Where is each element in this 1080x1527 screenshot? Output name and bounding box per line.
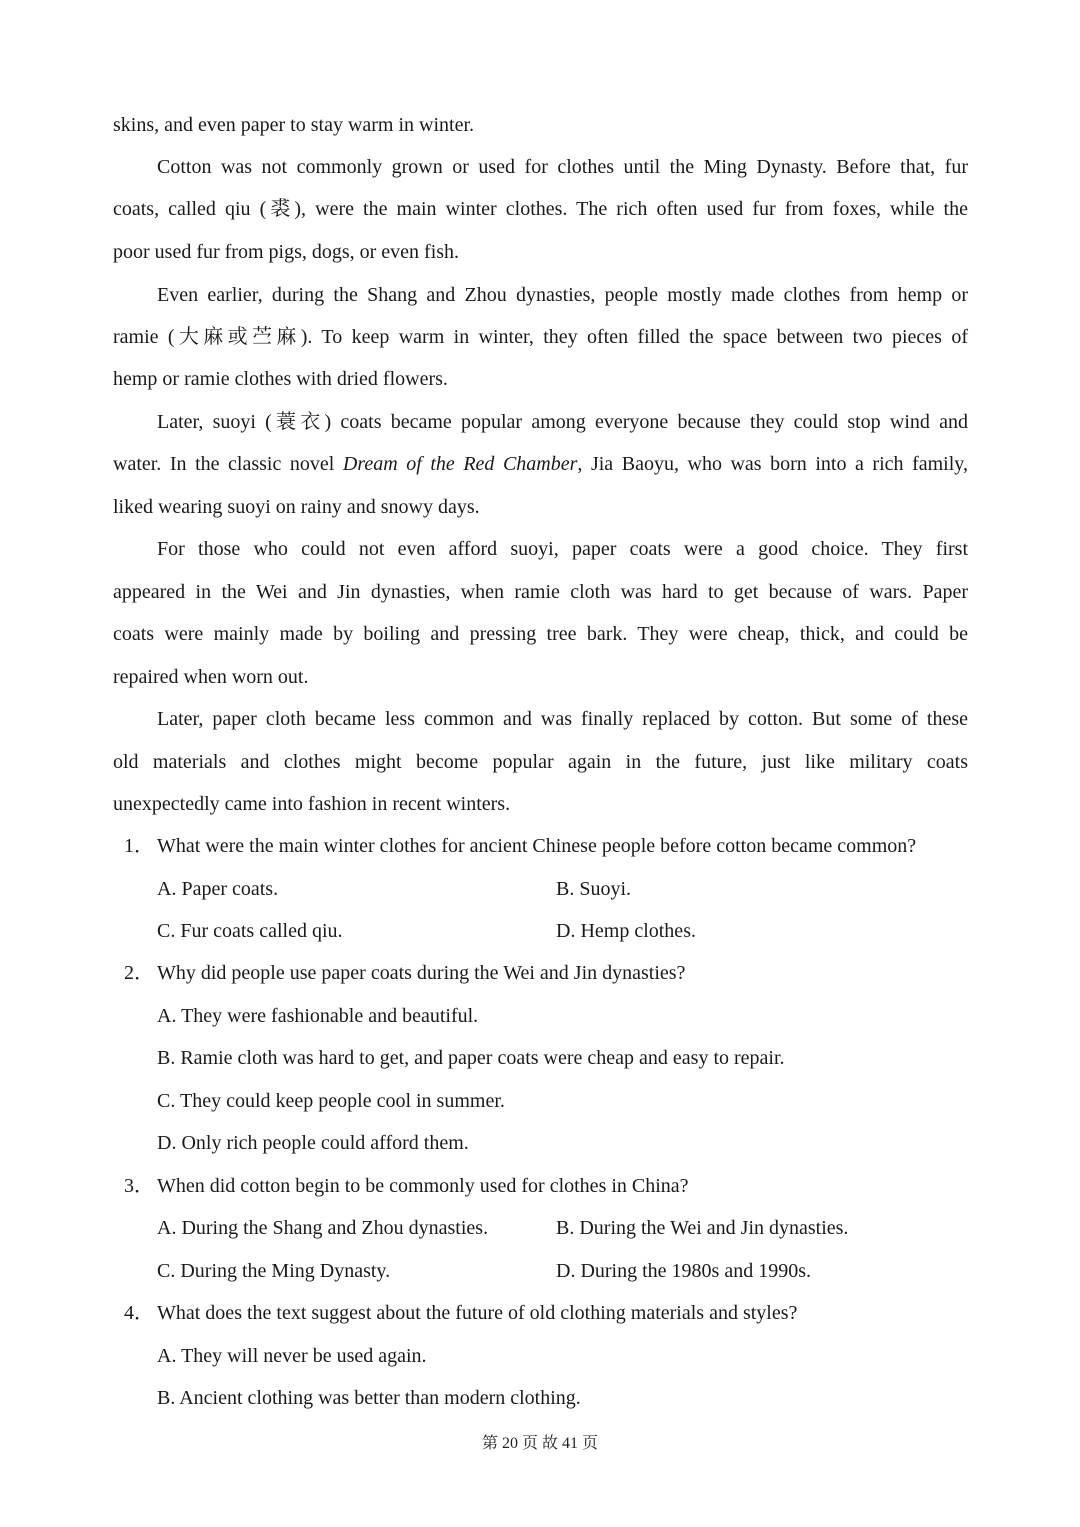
passage-line: ramie (大麻或苎麻). To keep warm in winter, they often filled the space between two pieces of [113,326,968,348]
option-a: A. Paper coats. [157,878,279,900]
option-c: C. They could keep people cool in summer. [157,1090,505,1112]
option-b: B. Suoyi. [556,878,632,900]
passage-text: water. In the classic novel [113,453,343,475]
question-text: Why did people use paper coats during the Wei and Jin dynasties? [157,962,686,984]
passage-text: , Jia Baoyu, who was born into a rich family, [577,453,968,475]
question-text: What does the text suggest about the future of old clothing materials and styles? [157,1302,798,1324]
question-text: What were the main winter clothes for ancient Chinese people before cotton became common? [157,835,917,857]
passage-line: Later, suoyi (蓑衣) coats became popular among everyone because they could stop wind and [157,411,968,433]
option-c: C. Fur coats called qiu. [157,920,343,942]
option-c: C. During the Ming Dynasty. [157,1260,391,1282]
question-text: When did cotton begin to be commonly used for clothes in China? [157,1175,689,1197]
option-b: B. During the Wei and Jin dynasties. [556,1217,849,1239]
question-number: 3． [124,1175,154,1197]
passage-line: Cotton was not commonly grown or used for clothes until the Ming Dynasty. Before that, fur [157,156,968,178]
option-b: B. Ancient clothing was better than modern clothing. [157,1387,581,1409]
passage-line: liked wearing suoyi on rainy and snowy days. [113,496,480,518]
passage-line: appeared in the Wei and Jin dynasties, when ramie cloth was hard to get because of wars. Paper [113,581,968,603]
question-number: 4． [124,1302,154,1324]
option-a: A. They were fashionable and beautiful. [157,1005,479,1027]
option-d: D. During the 1980s and 1990s. [556,1260,811,1282]
passage-line: skins, and even paper to stay warm in winter. [113,114,475,136]
option-d: D. Hemp clothes. [556,920,696,942]
page-footer: 第 20 页 故 41 页 [481,1435,598,1452]
option-a: A. During the Shang and Zhou dynasties. [157,1217,489,1239]
passage-line: Later, paper cloth became less common and was finally replaced by cotton. But some of these [157,708,968,730]
passage-line: coats, called qiu (裘), were the main winter clothes. The rich often used fur from foxes, while the [113,198,968,220]
passage-line: Even earlier, during the Shang and Zhou dynasties, people mostly made clothes from hemp or [157,284,968,306]
passage-line: For those who could not even afford suoyi, paper coats were a good choice. They first [157,538,968,560]
novel-title: Dream of the Red Chamber [342,453,578,475]
option-a: A. They will never be used again. [157,1345,427,1367]
passage-line: poor used fur from pigs, dogs, or even fish. [113,241,460,263]
passage-line: old materials and clothes might become popular again in the future, just like military coats [113,751,968,773]
passage-line [113,450,968,478]
passage-line: unexpectedly came into fashion in recent winters. [113,793,511,815]
option-d: D. Only rich people could afford them. [157,1132,469,1154]
question-number: 1． [124,835,154,857]
passage-line: repaired when worn out. [113,666,309,688]
question-number: 2． [124,962,154,984]
option-b: B. Ramie cloth was hard to get, and paper coats were cheap and easy to repair. [157,1047,785,1069]
passage-line: coats were mainly made by boiling and pressing tree bark. They were cheap, thick, and could be [113,623,968,645]
passage-line: hemp or ramie clothes with dried flowers. [113,368,448,390]
